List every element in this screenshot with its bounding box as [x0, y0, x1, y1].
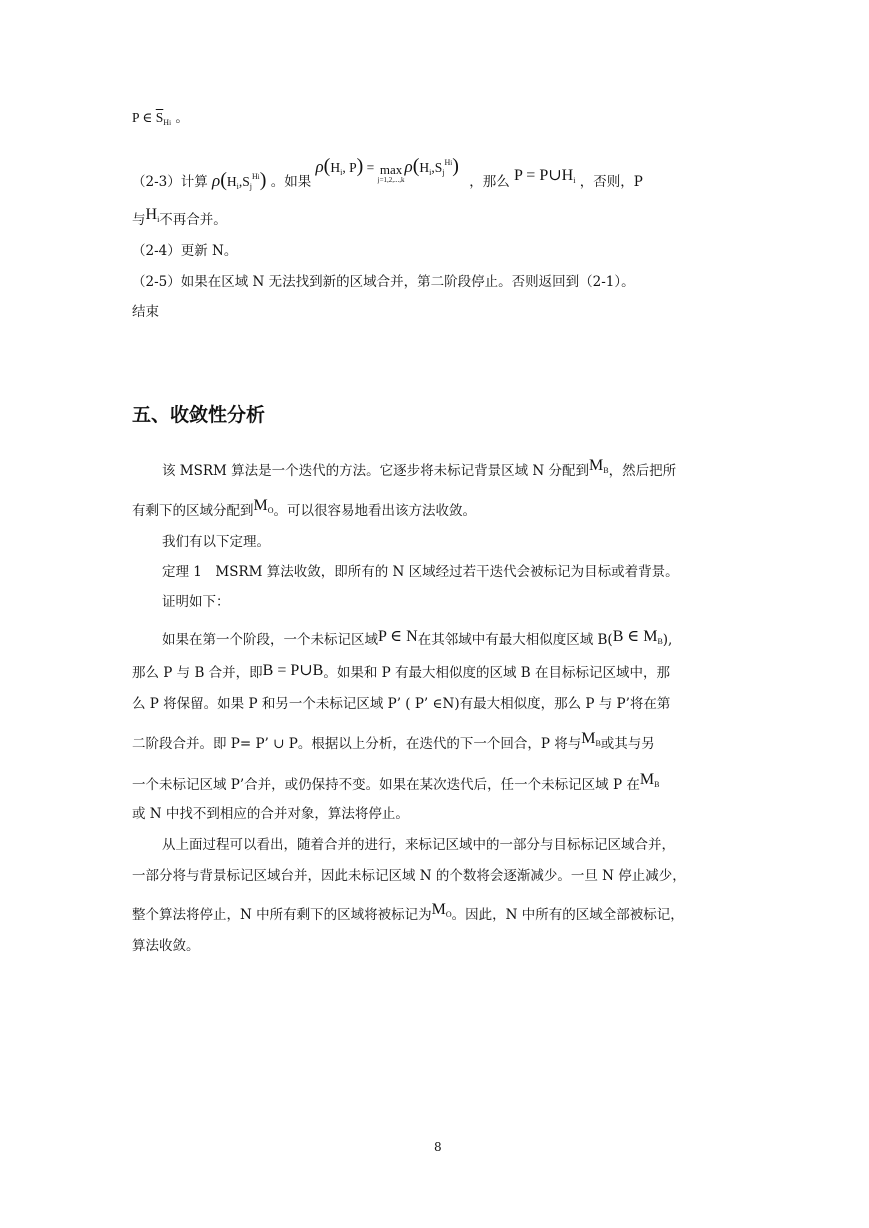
formula-mo-2: $M_O$ — [431, 901, 452, 919]
formula-mo: $M_O$ — [253, 497, 274, 515]
para3-l3a: 整个算法将停止，N 中所有剩下的区域将被标记为 — [132, 907, 432, 923]
end-text: 结束 — [132, 304, 159, 320]
proof-l2a: 那么 P 与 B 合并，即 — [132, 665, 263, 681]
step-2-3-then: ，那么 — [469, 174, 510, 190]
proof-l4b: 或其与另 — [600, 736, 655, 752]
proof-l1c: ), — [662, 632, 673, 648]
formula-b-in-mb: B ∈ $M_B$ — [612, 628, 663, 646]
para1-b: ，然后把所 — [608, 463, 677, 479]
para1-line1 — [162, 457, 677, 485]
formula-mb-3: $M_B$ — [639, 771, 660, 789]
step-2-3-cont-prefix: 与 — [132, 212, 146, 228]
step-2-3 — [132, 155, 643, 199]
para3-line4: 算法收敛。 — [132, 938, 200, 954]
proof-line3: 么 P 将保留。如果 P 和另一个未标记区域 P’ ( P’ ∈N)有最大相似度，那么 P 与 P’将在第 — [132, 696, 671, 712]
para1-line2 — [132, 497, 477, 525]
step-2-3-if: 。如果 — [270, 174, 312, 190]
proof-l1a: 如果在第一个阶段，一个未标记区域 — [162, 632, 378, 648]
section-title: 五、收敛性分析 — [132, 404, 266, 426]
proof-line5 — [132, 771, 660, 799]
step-2-4: （2-4）更新 N。 — [132, 243, 238, 259]
proof-line2 — [132, 664, 670, 682]
step-2-3-cont-suffix: 不再合并。 — [159, 212, 227, 228]
proof-l4a: 二阶段合并。即 P= P’ ∪ P。根据以上分析，在迭代的下一个回合，P 将与 — [132, 736, 582, 752]
proof-l1b: 在其邻域中有最大相似度区域 B( — [417, 632, 613, 648]
proof-line1 — [162, 628, 673, 654]
formula-p-in-n: P ∈ N — [378, 628, 418, 645]
theorem-1: 定理 1 MSRM 算法收敛，即所有的 N 区域经过若干迭代会被标记为目标或着背景。 — [162, 564, 679, 580]
para1-c: 有剩下的区域分配到 — [132, 503, 254, 519]
para3-line1: 从上面过程可以看出，随着合并的进行，来标记区域中的一部分与目标标记区域合并， — [162, 837, 675, 853]
para3-line2: 一部分将与背景标记区域台并，因此未标记区域 N 的个数将会逐渐减少。一旦 N 停止减少， — [132, 868, 686, 884]
para3-l3b: 。因此，N 中所有的区域全部被标记， — [451, 907, 684, 923]
formula-b-union: B = P∪B — [262, 662, 324, 679]
proof-l2b: 。如果和 P 有最大相似度的区域 B 在目标标记区域中，那 — [323, 665, 671, 681]
step-2-5: （2-5）如果在区域 N 无法找到新的区域合并，第二阶段停止。否则返回到（2-1）。 — [132, 274, 635, 290]
formula-mb-2: $M_B$ — [581, 730, 601, 748]
formula-mb: $M_B$ — [589, 457, 609, 475]
para1-a: 该 MSRM 算法是一个迭代的方法。它逐步将未标记背景区域 N 分配到 — [162, 463, 590, 479]
proof-line4 — [132, 730, 655, 758]
proof-intro: 证明如下： — [162, 594, 230, 610]
proof-line6: 或 N 中找不到相应的合并对象，算法将停止。 — [132, 806, 409, 822]
formula-rho-hi-sj: $\rho(H_i,S_j^{Hi})$ — [212, 169, 267, 191]
para1-d: 。可以很容易地看出该方法收敛。 — [273, 503, 477, 519]
formula-hi: $H_i$ — [145, 206, 160, 224]
intro-line — [132, 109, 189, 132]
formula-p-in-s-bar: P ∈ $\overline{S}_{Hi}$ — [132, 110, 172, 127]
para2: 我们有以下定理。 — [162, 534, 270, 550]
proof-l5a: 一个未标记区域 P’合并，或仍保持不变。如果在某次迭代后，任一个未标记区域 P 在 — [132, 777, 640, 793]
para3-line3 — [132, 901, 684, 929]
step-2-3-else: ，否则，P — [579, 174, 643, 190]
step-2-3-cont — [132, 206, 227, 234]
formula-p-union-hi: $P = P\cup H_i$ — [514, 167, 576, 185]
intro-suffix: 。 — [175, 110, 189, 126]
step-2-3-label: （2-3）计算 — [132, 174, 208, 190]
formula-rho-max: $\rho(H_i$, P) = max j=1,2,...,k $\rho(H_i,S_j^{Hi})$ — [315, 155, 459, 184]
page-number: 8 — [434, 1140, 442, 1154]
